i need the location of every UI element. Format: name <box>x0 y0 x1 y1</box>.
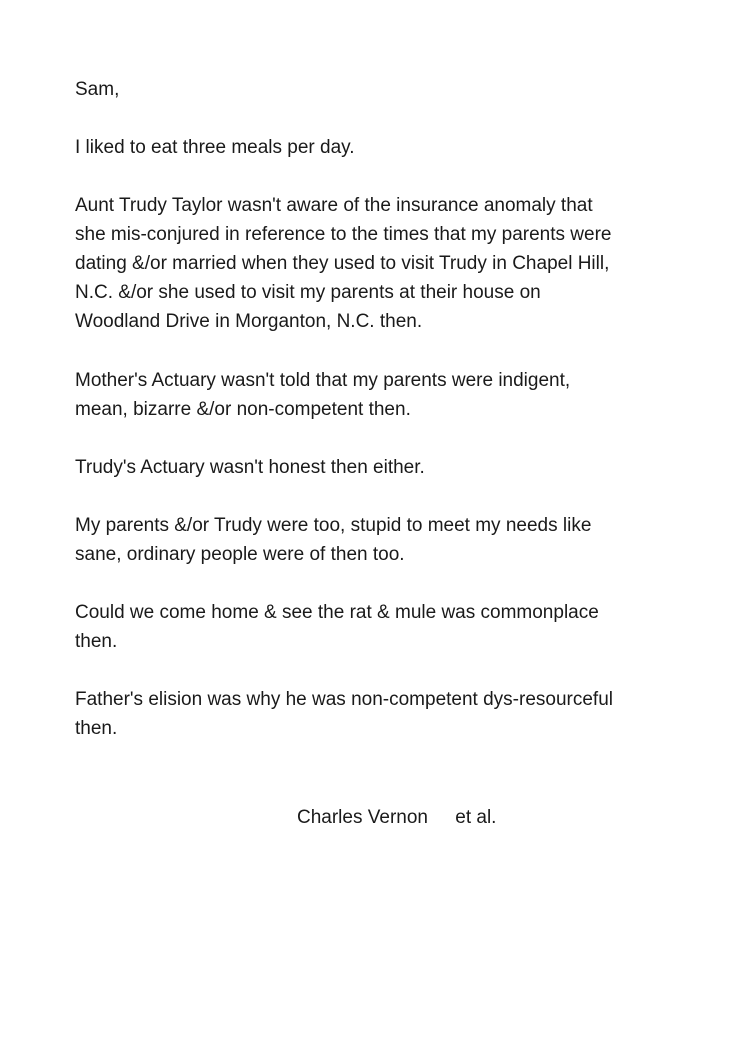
signature-name: Charles Vernon <box>297 807 428 828</box>
letter-paragraph: Father's elision was why he was non-competent dys-resourceful then. <box>75 689 613 739</box>
letter-paragraph: I liked to eat three meals per day. <box>75 137 355 158</box>
letter-signature <box>297 803 496 832</box>
letter-greeting: Sam, <box>75 79 120 100</box>
letter-paragraph: Trudy's Actuary wasn't honest then either. <box>75 457 425 478</box>
letter-paragraph: Mother's Actuary wasn't told that my parents were indigent, mean, bizarre &/or non-competent then. <box>75 370 571 420</box>
letter-paragraph: My parents &/or Trudy were too, stupid to meet my needs like sane, ordinary people were of then too. <box>75 515 592 565</box>
letter-paragraph: Could we come home & see the rat & mule was commonplace then. <box>75 602 599 652</box>
letter-paragraph: Aunt Trudy Taylor wasn't aware of the insurance anomaly that she mis-conjured in reference to the times that my parents were dating &/or married when they used to visit Trudy in Chapel Hill, N.C. &/or she used to visit my parents at their house on Woodland Drive in Morganton, N.C. then. <box>75 195 612 332</box>
signature-suffix: et al. <box>455 807 497 828</box>
